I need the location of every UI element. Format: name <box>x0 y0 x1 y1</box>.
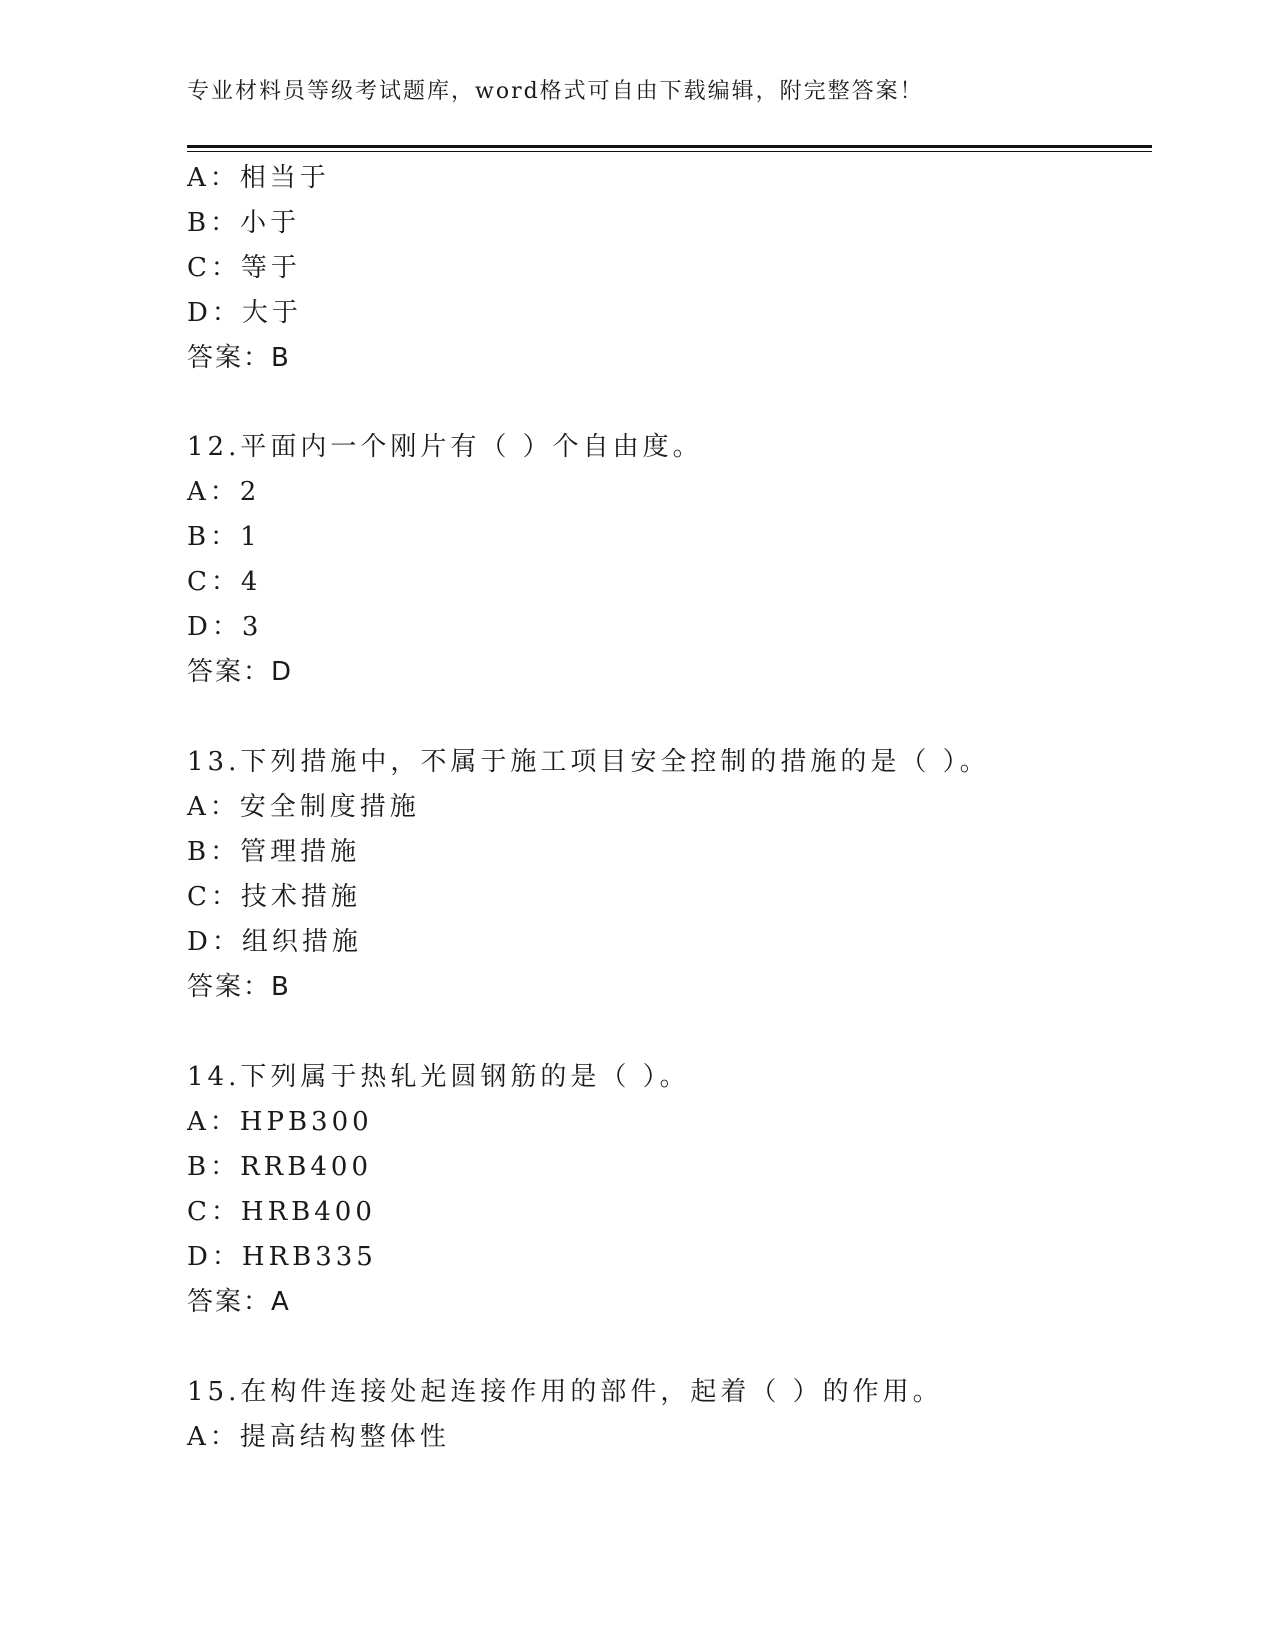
q14-option-b: B：RRB400 <box>187 1152 372 1182</box>
q14-option-c: C：HRB400 <box>187 1197 376 1227</box>
q13-option-a: A：安全制度措施 <box>187 792 420 822</box>
q14-answer: 答案：A <box>187 1287 291 1317</box>
q13-question: 13.下列措施中，不属于施工项目安全控制的措施的是（ ）。 <box>187 747 990 777</box>
q13-option-d: D：组织措施 <box>187 927 362 957</box>
q11-option-c: C：等于 <box>187 253 301 283</box>
header-divider-thick <box>187 145 1152 148</box>
q12-option-a: A：2 <box>187 477 261 507</box>
page-header-text: 专业材料员等级考试题库，word格式可自由下载编辑，附完整答案！ <box>187 79 924 104</box>
q14-option-a: A：HPB300 <box>187 1107 373 1137</box>
q12-question: 12.平面内一个刚片有（ ）个自由度。 <box>187 432 703 462</box>
q12-answer: 答案：D <box>187 657 294 687</box>
q12-option-c: C：4 <box>187 567 262 597</box>
q11-option-b: B：小于 <box>187 208 301 238</box>
q15-option-a: A：提高结构整体性 <box>187 1422 450 1452</box>
q14-question: 14.下列属于热轧光圆钢筋的是（ ）。 <box>187 1062 690 1092</box>
header-divider-thin <box>187 151 1152 152</box>
q12-option-d: D：3 <box>187 612 263 642</box>
q11-answer: 答案：B <box>187 343 291 373</box>
q12-option-b: B：1 <box>187 522 261 552</box>
q11-option-a: A：相当于 <box>187 163 330 193</box>
q13-option-c: C：技术措施 <box>187 882 361 912</box>
q11-option-d: D：大于 <box>187 298 302 328</box>
q13-answer: 答案：B <box>187 972 291 1002</box>
q14-option-d: D：HRB335 <box>187 1242 377 1272</box>
q15-question: 15.在构件连接处起连接作用的部件，起着（ ）的作用。 <box>187 1377 943 1407</box>
q13-option-b: B：管理措施 <box>187 837 361 867</box>
